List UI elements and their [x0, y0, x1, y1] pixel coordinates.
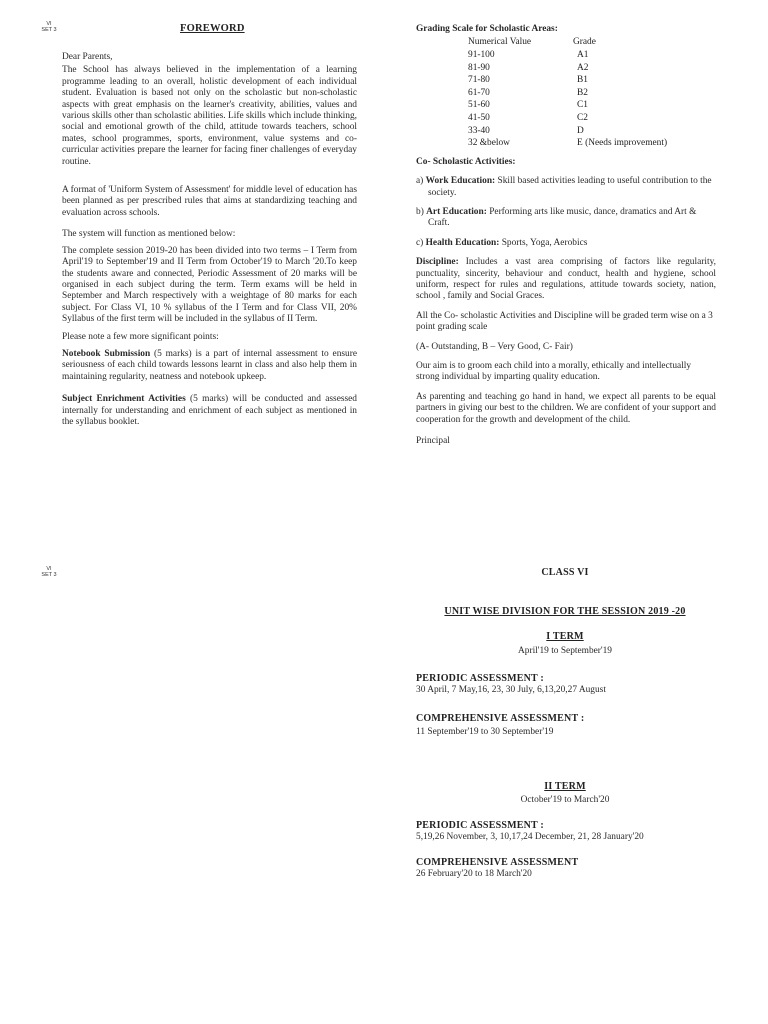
term1-periodic [416, 673, 736, 696]
foreword-body [62, 52, 357, 428]
term2-periodic [416, 820, 736, 843]
term2-comprehensive [416, 857, 736, 880]
health-education-item [416, 238, 716, 249]
discipline-paragraph [416, 257, 716, 303]
work-education-label: Work Education: [425, 176, 496, 187]
term2-ca-dates: 26 February'20 to 18 March'20 [416, 869, 532, 879]
work-education-text: Skill based activities leading to useful contribution to the society. [428, 176, 712, 198]
grade-value: B1 [577, 75, 588, 86]
term1-title: I TERM [546, 631, 584, 642]
grade-range: 81-90 [468, 62, 490, 73]
salutation: Dear Parents, [62, 52, 113, 62]
grade-value: D [577, 125, 584, 136]
art-education-label: Art Education: [426, 206, 487, 217]
grade-row [416, 74, 716, 87]
grade-row [416, 62, 716, 75]
work-education-prefix: a) [416, 176, 426, 187]
page-tag-set: SET 3 [41, 572, 57, 578]
discipline-text: Includes a vast area comprising of factors like regularity, punctuality, sincerity, behaviour and conduct, health and hygiene, school uniform, respect for rules and regulations, attitude towards society, nation, school , family and Social Graces. [416, 257, 716, 302]
intro-paragraph: The School has always believed in the implementation of a learning programme leading to an overall, holistic development of each individual student. Evaluation is based not only on the scholastic but non-scholastic aspects with great emphasis on the learner's creativity, abilities, values and various skills other than scholastic abilities. Life skills which include thinking, social and emotional growth of the child, attitude towards teachers, school mates, school programmes, sports, environment, value systems and co-curricular activities prepare the learner for facing finer challenges of everyday routine. [62, 65, 357, 167]
coscholastic-title: Co- Scholastic Activities: [416, 156, 516, 167]
term1-range: April'19 to September'19 [518, 646, 612, 656]
enrichment-label: Subject Enrichment Activities [62, 394, 186, 405]
grade-range: 51-60 [468, 100, 490, 111]
class-title: CLASS VI [541, 567, 589, 578]
system-line: The system will function as mentioned below: [62, 229, 236, 240]
grade-row [416, 112, 716, 125]
term1-ca-dates: 11 September'19 to 30 September'19 [416, 727, 554, 737]
grade-value: C2 [577, 112, 588, 123]
art-education-item [416, 207, 716, 230]
grade-row [416, 125, 716, 138]
page-tag-class: VI [46, 566, 52, 572]
art-education-text: Performing arts like music, dance, dramatics and Art & Craft. [428, 206, 697, 229]
term2-pa-title: PERIODIC ASSESSMENT : [416, 820, 544, 831]
health-education-prefix: c) [416, 237, 426, 248]
term1-comprehensive [416, 713, 736, 738]
partners-paragraph: As parenting and teaching go hand in hand, we expect all parents to be equal partners in giving our best to the children. We are confident of your support and cooperation for the growth and development of the child. [416, 391, 716, 425]
graded-paragraph: All the Co- scholastic Activities and Discipline will be graded term wise on a 3 point grading scale [416, 310, 713, 333]
page-tag [36, 21, 62, 33]
foreword-title: FOREWORD [180, 23, 245, 34]
aim-paragraph: Our aim is to groom each child into a morally, ethically and intellectually strong individual by imparting quality education. [416, 361, 692, 383]
page-tag-class: VI [46, 21, 52, 27]
grade-row [416, 49, 716, 62]
page-tag [36, 566, 62, 578]
signature: Principal [416, 436, 450, 447]
grading-header [416, 36, 716, 49]
grading-header-value: Numerical Value [468, 37, 532, 48]
grade-value: A2 [577, 62, 589, 73]
grading-table [416, 49, 716, 150]
grade-range: 41-50 [468, 112, 490, 123]
grading-header-grade: Grade [573, 37, 596, 48]
term1-ca-title: COMPREHENSIVE ASSESSMENT : [416, 713, 585, 724]
grade-range: 32 &below [468, 138, 510, 149]
session-paragraph: The complete session 2019-20 has been divided into two terms – I Term from April'19 to September'19 and II Term from October'19 to March '20.To keep the students aware and connected, Periodic Assessment of 20 marks will be organised in each subject during the term. Term exams will be held in September and March respectively with a weightage of 80 marks for each subject. For Class VI, 10 % syllabus of the I Term and for Class VII, 20% Syllabus of the first term will be included in the syllabus of II Term. [62, 245, 357, 325]
grade-row [416, 99, 716, 112]
grading-scale-line: (A- Outstanding, B – Very Good, C- Fair) [416, 341, 573, 352]
grade-value: C1 [577, 100, 588, 111]
grade-value: A1 [577, 50, 589, 60]
term2-title: II TERM [544, 781, 586, 792]
grading-title: Grading Scale for Scholastic Areas: [416, 24, 558, 34]
grading-section [416, 24, 716, 447]
notebook-label: Notebook Submission [62, 348, 151, 359]
division-title: UNIT WISE DIVISION FOR THE SESSION 2019 -20 [444, 606, 686, 617]
grade-range: 71-80 [468, 75, 490, 86]
enrichment-text: (5 marks) will be conducted and assessed internally for understanding and enrichment of each subject as mentioned in the syllabus booklet. [62, 394, 357, 427]
term2-pa-dates: 5,19,26 November, 3, 10,17,24 December, 21, 28 January'20 [416, 832, 644, 842]
note-line: Please note a few more significant points: [62, 331, 219, 342]
grade-range: 61-70 [468, 87, 490, 98]
discipline-label: Discipline: [416, 257, 459, 268]
notebook-paragraph [62, 349, 357, 383]
grade-range: 33-40 [468, 125, 490, 136]
term2-ca-title: COMPREHENSIVE ASSESSMENT [416, 857, 579, 868]
notebook-text: (5 marks) is a part of internal assessment to ensure seriousness of each child towards lessons learnt in class and also help them in maintaining regularity, neatness and notebook upkeep. [62, 348, 357, 382]
health-education-text: Sports, Yoga, Aerobics [499, 237, 588, 248]
health-education-label: Health Education: [425, 237, 500, 248]
grade-range: 91-100 [468, 50, 495, 60]
grade-value: E (Needs improvement) [577, 138, 668, 149]
format-paragraph: A format of 'Uniform System of Assessment' for middle level of education has been planned as per prescribed rules that aims at standardizing teaching and evaluation across schools. [62, 185, 357, 218]
term2-range: October'19 to March'20 [520, 795, 610, 805]
grade-row [416, 87, 716, 100]
work-education-item [416, 176, 716, 199]
enrichment-paragraph [62, 394, 357, 428]
art-education-prefix: b) [416, 206, 427, 217]
term1-pa-title: PERIODIC ASSESSMENT : [416, 673, 544, 684]
grade-value: B2 [577, 87, 588, 98]
term1-pa-dates: 30 April, 7 May,16, 23, 30 July, 6,13,20,27 August [416, 685, 606, 695]
page-tag-set: SET 3 [41, 27, 57, 33]
grade-row [416, 137, 716, 150]
